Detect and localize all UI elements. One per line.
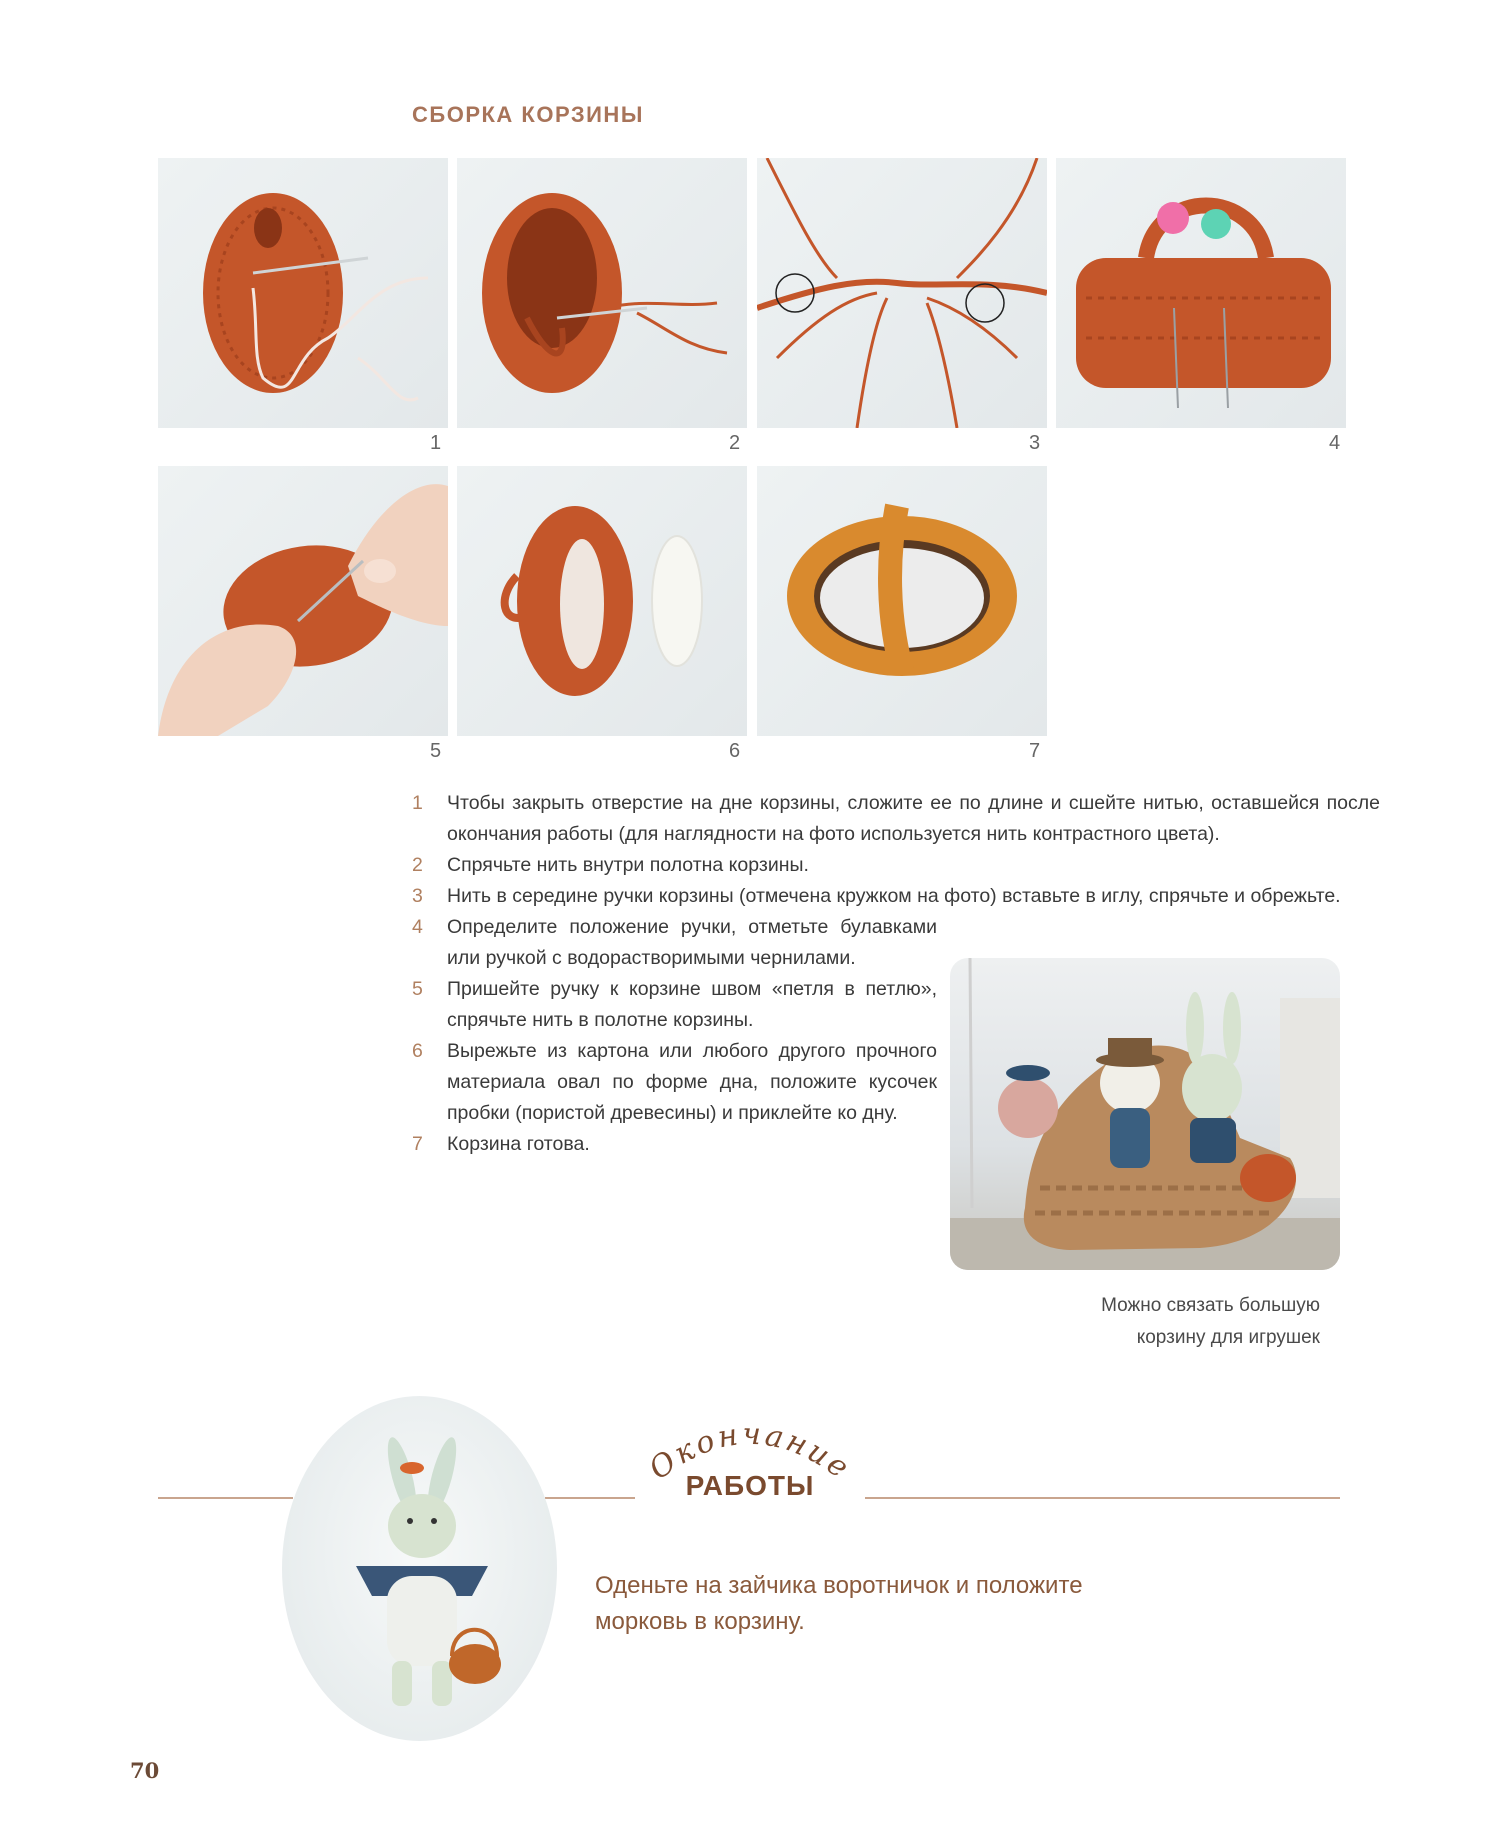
step-photo-5	[158, 466, 448, 736]
step-photo-3	[757, 158, 1047, 428]
photo-caption: Можно связать большую корзину для игрушек	[1101, 1295, 1320, 1348]
step-number: 3	[412, 885, 423, 907]
step-text: Вырежьте из картона или любого другого прочного материала овал по форме дна, положите кусочек пробки (пористой древесины) и приклейте ко дну.	[447, 1040, 937, 1124]
instruction-step	[410, 788, 1380, 850]
photo-number-2: 2	[729, 432, 741, 454]
instruction-step	[410, 850, 1380, 881]
step-photo-4	[1056, 158, 1346, 428]
step-number: 4	[412, 916, 423, 938]
step-text: Корзина готова.	[447, 1133, 590, 1155]
step-text: Спрячьте нить внутри полотна корзины.	[447, 854, 809, 876]
step-photo-7	[757, 466, 1047, 736]
instruction-step	[410, 1129, 937, 1160]
instruction-step	[410, 1036, 937, 1129]
finale-title-top: Окончание	[642, 1416, 858, 1488]
finale-title-bottom: РАБОТЫ	[685, 1470, 815, 1501]
step-photo-6	[457, 466, 747, 736]
step-number: 5	[412, 978, 423, 1000]
photo-number-5: 5	[430, 740, 442, 762]
photo-number-7: 7	[1029, 740, 1041, 762]
instruction-step	[410, 974, 937, 1036]
divider-middle	[545, 1497, 635, 1499]
step-number: 2	[412, 854, 423, 876]
finale-text: Оденьте на зайчика воротничок и положите морковь в корзину.	[595, 1572, 1083, 1635]
photo-number-6: 6	[729, 740, 741, 762]
divider-left	[158, 1497, 293, 1499]
section-title: СБОРКА КОРЗИНЫ	[412, 102, 644, 127]
step-photo-2	[457, 158, 747, 428]
step-text: Нить в середине ручки корзины (отмечена кружком на фото) вставьте в иглу, спрячьте и обрежьте.	[447, 885, 1341, 907]
step-photo-1	[158, 158, 448, 428]
step-number: 6	[412, 1040, 423, 1062]
photo-number-1: 1	[430, 432, 442, 454]
photo-number-4: 4	[1329, 432, 1341, 454]
instruction-step	[410, 881, 1380, 912]
bunny-photo	[282, 1396, 557, 1741]
divider-right	[865, 1497, 1340, 1499]
step-number: 1	[412, 792, 423, 814]
step-text: Определите положение ручки, отметьте булавками или ручкой с водорастворимыми чернилами.	[447, 916, 937, 969]
page-number: 70	[130, 1758, 160, 1783]
toys-basket-photo	[950, 958, 1340, 1270]
step-number: 7	[412, 1133, 423, 1155]
photo-number-3: 3	[1029, 432, 1041, 454]
step-text: Чтобы закрыть отверстие на дне корзины, сложите ее по длине и сшейте нитью, оставшейся после окончания работы (для наглядности на фото используется нить контрастного цвета).	[447, 792, 1380, 845]
step-text: Пришейте ручку к корзине швом «петля в петлю», спрячьте нить в полотне корзины.	[447, 978, 937, 1031]
instruction-step	[410, 912, 937, 974]
